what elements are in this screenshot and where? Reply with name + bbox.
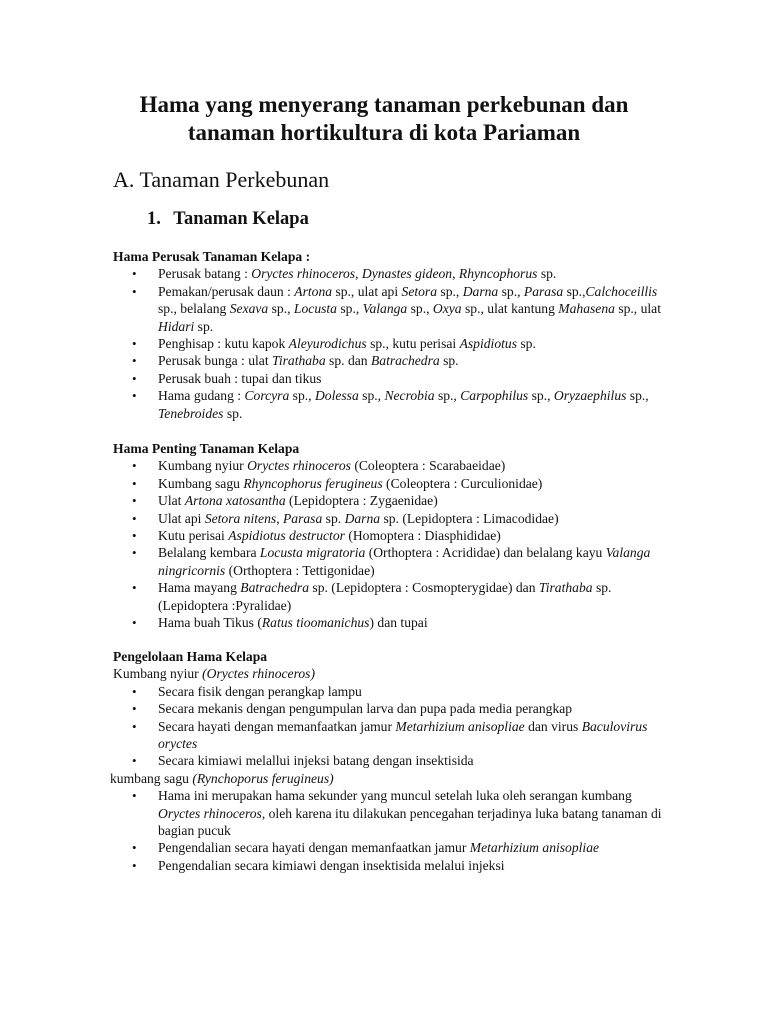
list-item: [113, 335, 673, 352]
italic-text: Rhyncophorus: [458, 266, 538, 282]
italic-text: Artona xatosantha: [184, 493, 286, 509]
text-segment: sp.: [537, 266, 557, 282]
text-segment: ,: [452, 266, 459, 282]
text-segment: (Coleoptera : Curculionidae): [382, 475, 543, 491]
text-segment: dan virus: [524, 718, 582, 734]
section-heading: A. Tanaman Perkebunan: [113, 167, 330, 192]
italic-text: Tirathaba: [538, 580, 593, 596]
list-item: [113, 787, 673, 839]
italic-text: Oryctes rhinoceros: [251, 266, 356, 282]
italic-text: Darna: [462, 283, 499, 299]
text-segment: ) dan tupai: [369, 615, 428, 631]
text-segment: sp.,: [336, 301, 363, 317]
text-segment: Hama ini merupakan hama sekunder yang muncul setelah luka oleh serangan kumbang: [158, 788, 632, 804]
subsection-heading: [147, 206, 309, 232]
penting-list: [113, 457, 673, 631]
perusak-block: [113, 248, 673, 422]
pengelolaan-heading: Pengelolaan Hama Kelapa: [113, 649, 268, 664]
text-segment: sp. (Lepidoptera : Cosmopterygidae) dan: [309, 580, 539, 596]
italic-text: Hidari: [158, 318, 195, 334]
list-item: [113, 614, 673, 631]
text-segment: (Orthoptera : Acrididae) dan belalang kayu: [365, 545, 606, 561]
text-segment: sp.: [516, 336, 536, 352]
italic-text: Aleyurodichus: [288, 336, 367, 352]
italic-text: Baculovirus oryctes: [158, 718, 648, 752]
italic-text: Oryctes rhinoceros: [158, 805, 262, 821]
text-segment: Secara fisik dengan perangkap lampu: [158, 683, 362, 699]
perusak-list: [113, 265, 673, 422]
italic-text: Metarhizium anisopliae: [469, 840, 600, 856]
penting-block: [113, 440, 673, 631]
pengelolaan-block: [110, 648, 673, 874]
italic-text: (Oryctes rhinoceros): [202, 666, 315, 682]
text-segment: (Homoptera : Diasphididae): [344, 528, 501, 544]
text-segment: sp., ulat kantung: [461, 301, 559, 317]
text-segment: kumbang sagu: [110, 770, 193, 786]
text-segment: (Coleoptera : Scarabaeidae): [350, 458, 506, 474]
text-segment: Hama buah Tikus (: [158, 615, 262, 631]
text-segment: Secara hayati dengan memanfaatkan jamur: [158, 718, 396, 734]
text-segment: Kumbang nyiur: [158, 458, 248, 474]
list-item: [113, 265, 673, 282]
text-segment: Belalang kembara: [158, 545, 260, 561]
text-segment: sp.: [439, 353, 459, 369]
text-segment: Ulat api: [158, 510, 205, 526]
text-segment: sp.,: [407, 301, 433, 317]
list-item: [113, 283, 673, 335]
text-segment: sp.: [322, 510, 345, 526]
italic-text: Oryzaephilus: [553, 388, 627, 404]
list-item: [113, 370, 673, 387]
italic-text: Oxya: [432, 301, 462, 317]
italic-text: Carpophilus: [460, 388, 529, 404]
perusak-heading: Hama Perusak Tanaman Kelapa :: [113, 249, 311, 264]
text-segment: sp.: [223, 405, 243, 421]
kumbang-sagu-line: [110, 770, 673, 787]
italic-text: Batrachedra: [240, 580, 310, 596]
text-segment: Kutu perisai: [158, 528, 229, 544]
list-item: [113, 527, 673, 544]
text-segment: sp.,: [289, 388, 315, 404]
italic-text: Artona: [294, 283, 333, 299]
list-item: [113, 752, 673, 769]
text-segment: sp. dan: [325, 353, 371, 369]
italic-text: Tenebroides: [158, 405, 224, 421]
italic-text: (Rynchoporus ferugineus): [192, 770, 334, 786]
document-title-line-2: tanaman hortikultura di kota Pariaman: [187, 120, 581, 145]
text-segment: Secara mekanis dengan pengumpulan larva dan pupa pada media perangkap: [158, 701, 573, 717]
text-segment: Ulat: [158, 493, 185, 509]
italic-text: Valanga: [362, 301, 408, 317]
text-segment: Pengendalian secara hayati dengan memanfaatkan jamur: [158, 840, 470, 856]
text-segment: Kumbang sagu: [158, 475, 244, 491]
italic-text: Sexava: [229, 301, 269, 317]
italic-text: Batrachedra: [370, 353, 440, 369]
text-segment: Perusak bunga : ulat: [158, 353, 273, 369]
text-segment: Perusak buah : tupai dan tikus: [158, 370, 322, 386]
list-item: [113, 492, 673, 509]
italic-text: Calchoceillis: [585, 283, 658, 299]
italic-text: Setora: [401, 283, 438, 299]
text-segment: sp.,: [358, 388, 385, 404]
list-item: [113, 700, 673, 717]
document-title: [60, 91, 708, 147]
text-segment: sp., belalang: [158, 301, 230, 317]
text-segment: Secara kimiawi melallui injeksi batang dengan insektisida: [158, 753, 474, 769]
italic-text: Aspidiotus destructor: [228, 528, 345, 544]
italic-text: Setora nitens: [204, 510, 277, 526]
kumbang-nyiur-line: [113, 665, 673, 682]
nyiur-control-list: [113, 683, 673, 770]
text-segment: sp.,: [437, 283, 463, 299]
text-segment: sp.: [194, 318, 214, 334]
text-segment: Pengendalian secara kimiawi dengan insektisida melalui injeksi: [158, 857, 505, 873]
italic-text: Parasa: [282, 510, 323, 526]
italic-text: Valanga ningricornis: [158, 545, 651, 578]
italic-text: Necrobia: [384, 388, 435, 404]
text-segment: sp., ulat api: [332, 283, 402, 299]
text-segment: sp. (Lepidoptera :Pyralidae): [158, 580, 612, 613]
list-item: [113, 579, 673, 614]
text-segment: Pemakan/perusak daun :: [158, 283, 295, 299]
list-item: [113, 510, 673, 527]
list-item: [113, 387, 673, 422]
text-segment: (Lepidoptera : Zygaenidae): [285, 493, 438, 509]
text-segment: ,: [276, 510, 283, 526]
text-segment: Hama gudang :: [158, 388, 245, 404]
text-segment: sp.,: [626, 388, 649, 404]
italic-text: Locusta: [293, 301, 337, 317]
subsection-number: 1.: [147, 209, 161, 229]
list-item: [113, 352, 673, 369]
subsection-label: Tanaman Kelapa: [173, 209, 309, 229]
italic-text: Ratus tioomanichus: [261, 615, 370, 631]
italic-text: Dolessa: [314, 388, 359, 404]
italic-text: Rhyncophorus ferugineus: [243, 475, 383, 491]
text-segment: Perusak batang :: [158, 266, 252, 282]
italic-text: Tirathaba: [272, 353, 326, 369]
italic-text: Oryctes rhinoceros: [247, 458, 351, 474]
italic-text: Aspidiotus: [459, 336, 517, 352]
italic-text: Darna: [344, 510, 381, 526]
list-item: [113, 457, 673, 474]
list-item: [113, 683, 673, 700]
italic-text: Metarhizium anisopliae: [395, 718, 525, 734]
list-item: [113, 857, 673, 874]
italic-text: Mahasena: [558, 301, 615, 317]
text-segment: Hama mayang: [158, 580, 241, 596]
text-segment: , oleh karena itu dilakukan pencegahan terjadinya luka batang tanaman di bagian pucuk: [158, 805, 662, 839]
list-item: [113, 544, 673, 579]
text-segment: sp. (Lepidoptera : Limacodidae): [380, 510, 559, 526]
text-segment: sp.,: [563, 283, 586, 299]
sagu-control-list: [113, 787, 673, 874]
list-item: [113, 718, 673, 753]
text-segment: sp.,: [528, 388, 554, 404]
text-segment: ,: [355, 266, 362, 282]
penting-heading: Hama Penting Tanaman Kelapa: [113, 441, 300, 456]
italic-text: Corcyra: [244, 388, 290, 404]
text-segment: sp., kutu perisai: [366, 336, 460, 352]
list-item: [113, 475, 673, 492]
text-segment: sp.,: [434, 388, 461, 404]
document-title-line-1: Hama yang menyerang tanaman perkebunan dan: [139, 92, 629, 117]
text-segment: sp., ulat: [614, 301, 661, 317]
italic-text: Locusta migratoria: [259, 545, 366, 561]
italic-text: Parasa: [523, 283, 564, 299]
italic-text: Dynastes gideon: [361, 266, 453, 282]
list-item: [113, 839, 673, 856]
text-segment: Kumbang nyiur: [113, 666, 203, 682]
text-segment: (Orthoptera : Tettigonidae): [225, 562, 375, 578]
text-segment: Penghisap : kutu kapok: [158, 336, 289, 352]
text-segment: sp.,: [498, 283, 524, 299]
text-segment: sp.,: [268, 301, 294, 317]
